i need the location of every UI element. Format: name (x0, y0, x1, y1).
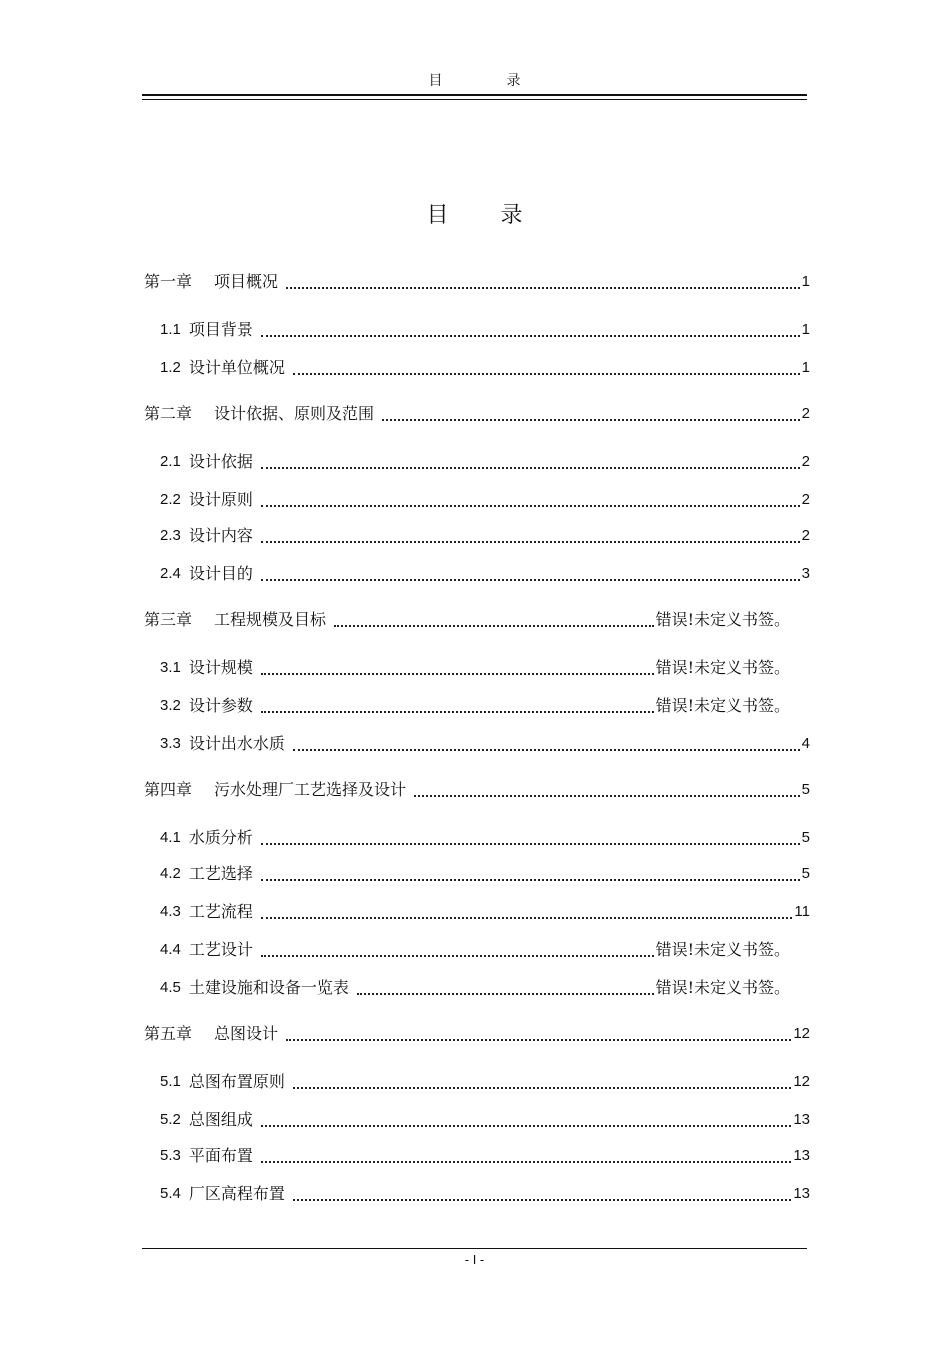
toc-entry-title: 项目概况 (214, 272, 279, 291)
toc-entry-title: 厂区高程布置 (188, 1184, 285, 1203)
toc-entry-page: 错误!未定义书签。 (655, 610, 790, 629)
toc-section-entry[interactable] (160, 654, 790, 678)
toc-section-entry[interactable] (160, 354, 810, 378)
toc-entry-title: 土建设施和设备一览表 (188, 978, 349, 997)
toc-entry-page: 3 (801, 565, 810, 582)
toc-section-entry[interactable] (160, 316, 810, 340)
running-header-right: 录 (506, 73, 521, 89)
toc-entry-title: 设计出水水质 (188, 734, 285, 753)
toc-section-entry[interactable] (160, 1106, 810, 1130)
toc-dot-leader (293, 1086, 791, 1089)
toc-entry-page: 4 (801, 735, 810, 752)
toc-entry-page: 1 (801, 359, 810, 376)
toc-dot-leader (382, 418, 800, 421)
toc-dot-leader (286, 286, 800, 289)
toc-entry-page: 11 (794, 903, 810, 920)
toc-entry-number: 5.4 (160, 1185, 181, 1202)
toc-entry-page: 5 (801, 781, 810, 798)
toc-title-left: 目 (426, 203, 449, 228)
toc-section-entry[interactable] (160, 936, 790, 960)
toc-entry-title: 工艺设计 (188, 940, 253, 959)
toc-dot-leader (261, 878, 800, 881)
toc-dot-leader (357, 992, 654, 995)
toc-section-entry[interactable] (160, 486, 810, 510)
page-number: - I - (464, 1252, 485, 1267)
toc-entry-page: 2 (801, 405, 810, 422)
toc-entry-title: 水质分析 (188, 828, 253, 847)
toc-section-entry[interactable] (160, 1180, 810, 1204)
toc-entry-number: 2.4 (160, 565, 181, 582)
toc-section-entry[interactable] (160, 522, 810, 546)
toc-dot-leader (261, 540, 800, 543)
toc-entry-number: 第三章 (144, 610, 193, 629)
toc-entry-title: 总图设计 (214, 1024, 279, 1043)
toc-entry-page: 5 (801, 865, 810, 882)
toc-entry-number: 2.3 (160, 527, 181, 544)
toc-entry-page: 13 (793, 1147, 810, 1164)
toc-dot-leader (261, 334, 800, 337)
toc-dot-leader (286, 1038, 791, 1041)
toc-entry-title: 平面布置 (188, 1146, 253, 1165)
toc-entry-title: 工艺流程 (188, 902, 253, 921)
toc-dot-leader (261, 1160, 791, 1163)
toc-entry-number: 4.5 (160, 979, 181, 996)
toc-section-entry[interactable] (160, 824, 810, 848)
toc-entry-number: 1.2 (160, 359, 181, 376)
toc-chapter-entry[interactable] (144, 400, 810, 424)
toc-entry-number: 2.1 (160, 453, 181, 470)
toc-entry-page: 13 (793, 1111, 810, 1128)
toc-dot-leader (261, 672, 654, 675)
toc-entry-number: 5.1 (160, 1073, 181, 1090)
toc-entry-page: 2 (801, 527, 810, 544)
toc-section-entry[interactable] (160, 692, 790, 716)
toc-section-entry[interactable] (160, 898, 810, 922)
toc-entry-page: 错误!未定义书签。 (655, 658, 790, 677)
toc-dot-leader (261, 1124, 791, 1127)
toc-chapter-entry[interactable] (144, 268, 810, 292)
toc-dot-leader (261, 842, 800, 845)
toc-entry-title: 设计规模 (188, 658, 253, 677)
toc-entry-title: 设计单位概况 (188, 358, 285, 377)
toc-entry-title: 设计原则 (188, 490, 253, 509)
toc-entry-title: 设计依据 (188, 452, 253, 471)
toc-entry-title: 设计参数 (188, 696, 253, 715)
toc-entry-title: 设计内容 (188, 526, 253, 545)
toc-entry-number: 第二章 (144, 404, 193, 423)
toc-entry-number: 4.3 (160, 903, 181, 920)
toc-entry-page: 1 (801, 273, 810, 290)
toc-entry-title: 总图布置原则 (188, 1072, 285, 1091)
toc-entry-title: 设计目的 (188, 564, 253, 583)
toc-entry-number: 第四章 (144, 780, 193, 799)
toc-chapter-entry[interactable] (144, 606, 790, 630)
toc-entry-number: 3.3 (160, 735, 181, 752)
toc-entry-number: 3.2 (160, 697, 181, 714)
toc-entry-number: 5.2 (160, 1111, 181, 1128)
toc-entry-number: 4.2 (160, 865, 181, 882)
toc-entry-number: 1.1 (160, 321, 181, 338)
toc-dot-leader (293, 1198, 791, 1201)
toc-dot-leader (261, 954, 654, 957)
footer-rule (142, 1248, 807, 1249)
toc-entry-page: 错误!未定义书签。 (655, 978, 790, 997)
toc-entry-page: 错误!未定义书签。 (655, 940, 790, 959)
toc-dot-leader (261, 710, 654, 713)
toc-entry-page: 2 (801, 491, 810, 508)
toc-entry-title: 污水处理厂工艺选择及设计 (214, 780, 407, 799)
toc-section-entry[interactable] (160, 448, 810, 472)
toc-title-right: 录 (500, 203, 523, 228)
toc-section-entry[interactable] (160, 974, 790, 998)
toc-dot-leader (334, 624, 654, 627)
toc-entry-title: 总图组成 (188, 1110, 253, 1129)
toc-entry-page: 5 (801, 829, 810, 846)
toc-dot-leader (261, 578, 800, 581)
running-header-left: 目 (428, 73, 443, 89)
toc-dot-leader (261, 916, 793, 919)
toc-chapter-entry[interactable] (144, 776, 810, 800)
toc-entry-page: 13 (793, 1185, 810, 1202)
toc-entry-title: 工艺选择 (188, 864, 253, 883)
toc-dot-leader (293, 372, 800, 375)
toc-entry-number: 4.1 (160, 829, 181, 846)
toc-section-entry[interactable] (160, 1068, 810, 1092)
toc-dot-leader (414, 794, 800, 797)
toc-entry-page: 12 (793, 1073, 810, 1090)
toc-entry-number: 第一章 (144, 272, 193, 291)
toc-entry-page: 1 (801, 321, 810, 338)
toc-entry-number: 5.3 (160, 1147, 181, 1164)
toc-entry-title: 工程规模及目标 (214, 610, 327, 629)
toc-entry-title: 项目背景 (188, 320, 253, 339)
toc-entry-number: 2.2 (160, 491, 181, 508)
toc-dot-leader (293, 748, 800, 751)
toc-section-entry[interactable] (160, 1142, 810, 1166)
toc-entry-title: 设计依据、原则及范围 (214, 404, 375, 423)
toc-entry-number: 3.1 (160, 659, 181, 676)
toc-section-entry[interactable] (160, 860, 810, 884)
toc-entry-page: 2 (801, 453, 810, 470)
toc-entry-number: 第五章 (144, 1024, 193, 1043)
toc-section-entry[interactable] (160, 730, 810, 754)
toc-dot-leader (261, 504, 800, 507)
toc-entry-page: 错误!未定义书签。 (655, 696, 790, 715)
toc-section-entry[interactable] (160, 560, 810, 584)
toc-chapter-entry[interactable] (144, 1020, 810, 1044)
toc-entry-page: 12 (793, 1025, 810, 1042)
toc-dot-leader (261, 466, 800, 469)
toc-entry-number: 4.4 (160, 941, 181, 958)
